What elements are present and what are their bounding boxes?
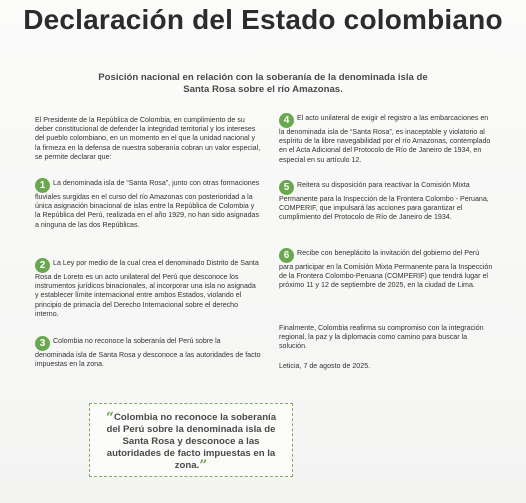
- point-3-text: Colombia no reconoce la soberanía del Perú sobre la denominada isla de Santa Rosa y desconoce a las autoridades de facto impuestas en la zona.: [35, 337, 261, 369]
- point-6: [279, 248, 493, 291]
- date-text: Leticia, 7 de agosto de 2025.: [279, 362, 371, 370]
- point-2-text: La Ley por medio de la cual crea el denominado Distrito de Santa Rosa de Loreto es un acto unilateral del Perú que desconoce los instrumentos jurídicos binacionales, al incorporar una isla no asignada y establecer límite internacional entre ambos Estados, violando el principio de primacía del Derecho Internacional sobre el derecho interno.: [35, 259, 259, 318]
- point-4-text: El acto unilateral de exigir el registro a las embarcaciones en la denominada isla de “Santa Rosa”, es inaceptable y violatorio al espíritu de la libre navegabilidad por el río Amazonas, contemplado en el Acta Adicional del Protocolo de Río de Janeiro de 1934, en especial en su artículo 12.: [279, 114, 491, 164]
- intro-text: El Presidente de la República de Colombia, en cumplimiento de su deber constitucional de defender la integridad territorial y los intereses del pueblo colombiano, en un momento en el que la unidad nacional y la firmeza en la defensa de nuestra soberanía cobran un valor especial, se permite declarar que:: [35, 116, 261, 161]
- number-badge-1: 1: [35, 178, 50, 193]
- open-quote-icon: “: [105, 410, 114, 426]
- date-line: [279, 362, 493, 371]
- number-badge-2: 2: [35, 258, 50, 273]
- pull-quote-text: Colombia no reconoce la soberanía del Perú sobre la denominada isla de Santa Rosa y desconoce a las autoridades de facto impuestas en la zona.: [106, 412, 277, 471]
- number-badge-5: 5: [279, 180, 294, 195]
- page-subtitle: Posición nacional en relación con la soberanía de la denominada isla de Santa Rosa sobre el río Amazonas.: [98, 72, 428, 95]
- closing-text: Finalmente, Colombia reafirma su compromiso con la integración regional, la paz y la diplomacia como camino para buscar la solución.: [279, 324, 484, 351]
- point-4: [279, 113, 493, 165]
- number-badge-4: 4: [279, 113, 294, 128]
- pull-quote-box: [89, 403, 293, 477]
- point-1-text: La denominada isla de “Santa Rosa”, junto con otras formaciones fluviales surgidas en el curso del río Amazonas con posterioridad a la única asignación binacional de islas entre la República de Colombia y la República del Perú, realizada en el año 1929, no han sido asignadas a ninguna de las dos Repúblicas.: [35, 179, 260, 229]
- point-6-text: Recibe con beneplácito la invitación del gobierno del Perú para participar en la Comisión Mixta Permanente para la Inspección de la Frontera Colombo-Peruana (COMPERIF) que tendrá lugar el próximo 11 y 12 de septiembre de 2025, en la ciudad de Lima.: [279, 249, 493, 290]
- pull-quote: [100, 412, 282, 472]
- close-quote-icon: ”: [199, 458, 208, 474]
- intro-paragraph: [35, 116, 261, 162]
- point-5-text: Reitera su disposición para reactivar la Comisión Mixta Permanente para la Inspección de la Frontera Colombo - Peruana, COMPERIF, que impulsará las acciones para garantizar el cumplimiento del Protocolo de Río de Janeiro de 1934.: [279, 181, 489, 222]
- point-3: [35, 336, 261, 369]
- point-5: [279, 180, 493, 223]
- page-title: Declaración del Estado colombiano: [23, 4, 503, 35]
- point-2: [35, 258, 261, 319]
- point-1: [35, 178, 261, 230]
- closing-paragraph: [279, 324, 493, 352]
- number-badge-6: 6: [279, 248, 294, 263]
- number-badge-3: 3: [35, 336, 50, 351]
